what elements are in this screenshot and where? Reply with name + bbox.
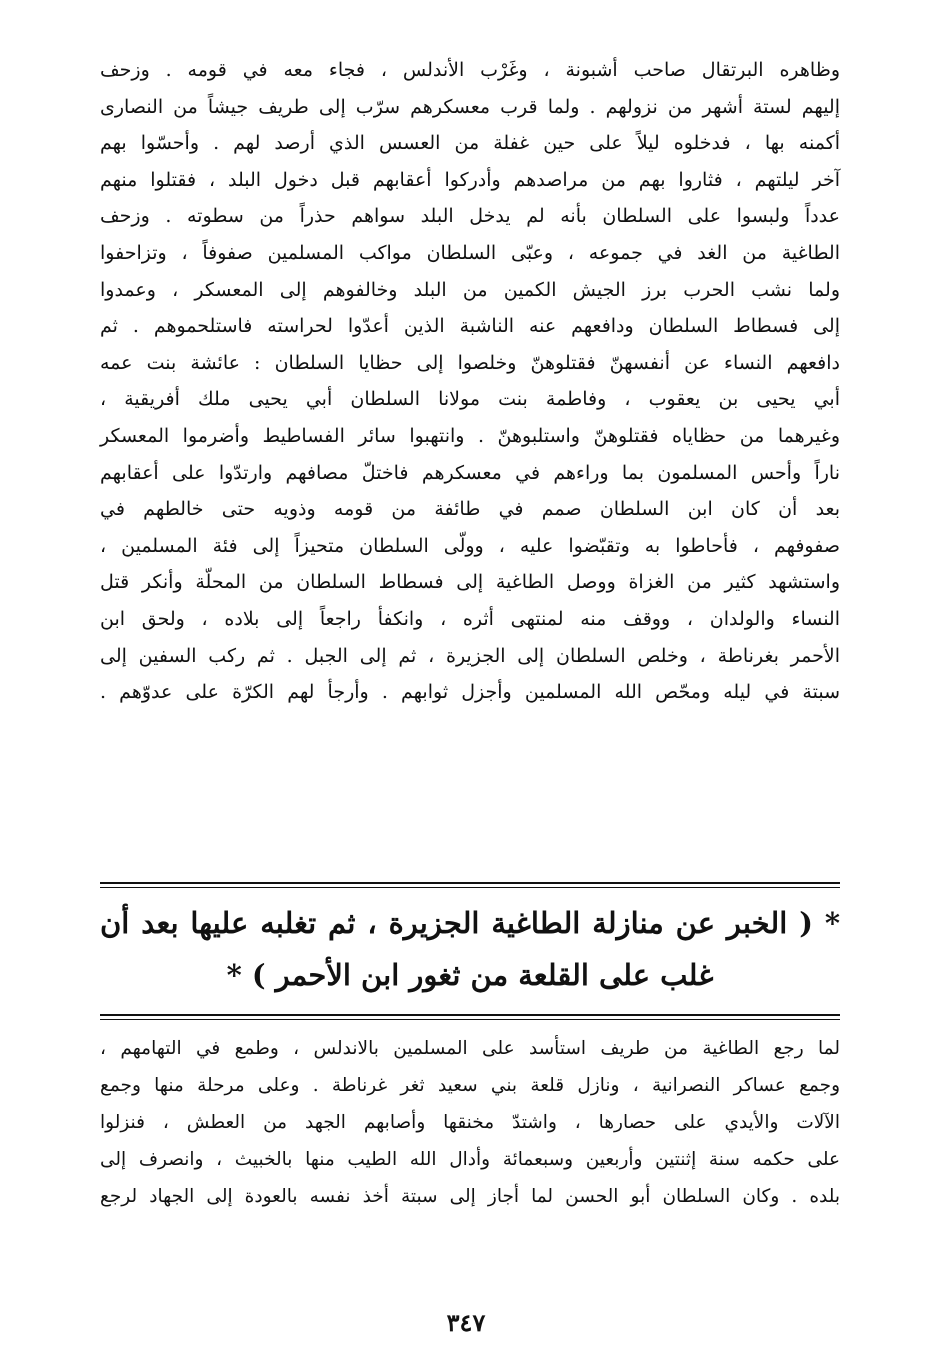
text-line: آخر ليلتهم ، فثاروا بهم من مراصدهم وأدركوا أعقابهم قبل دخول البلد ، فقتلوا منهم xyxy=(100,168,840,191)
text-line: النساء والولدان ، ووقف منه لمنتهى أثره ، وانكفأ راجعاً إلى بلاده ، ولحق ابن xyxy=(100,607,840,630)
heading-line: * ( الخبر عن منازلة الطاغية الجزيرة ، ثم تغلبه عليها بعد أن xyxy=(100,906,840,940)
rule-line xyxy=(100,1014,840,1016)
text-line: بلده . وكان السلطان أبو الحسن لما أجاز إلى سبتة أخذ نفسه بالعودة إلى الجهاد لرجع xyxy=(100,1186,840,1207)
text-line: دافعهم النساء عن أنفسهنّ فقتلوهنّ وخلصوا إلى حظايا السلطان : عائشة بنت عمه xyxy=(100,351,840,374)
text-line: الآلات والأيدي على حصارها ، واشتدّ مخنقها وأصابهم الجهد من العطش ، فنزلوا xyxy=(100,1112,840,1133)
text-line: لما رجع الطاغية من طريف استأسد على المسلمين بالاندلس ، وطمع في التهامهم ، xyxy=(100,1038,840,1059)
text-line: سبتة في ليله ومحّص الله المسلمين وأجزل ثوابهم . وأرجأ لهم الكرّة على عدوّهم . xyxy=(100,681,840,704)
paragraph-2 xyxy=(100,1030,840,1215)
rule-line xyxy=(100,1019,840,1020)
heading-top-rule xyxy=(100,882,840,888)
rule-line xyxy=(100,887,840,888)
text-line: وغيرهما من حظاياه فقتلوهنّ واستلبوهنّ . وانتهبوا سائر الفساطيط وأضرموا المعسكر xyxy=(100,424,840,447)
text-line: بعد أن كان ابن السلطان صمم في طائفة من قومه وذويه حتى خالطهم في xyxy=(100,498,840,521)
heading-bottom-rule xyxy=(100,1014,840,1020)
heading-line: غلب على القلعة من ثغور ابن الأحمر ) * xyxy=(226,958,714,992)
paragraph-1 xyxy=(100,52,840,711)
text-line: ولما نشب الحرب برز الجيش الكمين من البلد وخالفوهم إلى المعسكر ، وعمدوا xyxy=(100,278,840,301)
text-line: أكمنه بها ، فدخلوه ليلاً على حين غفلة من العسس الذي أرصد لهم . وأحسّوا بهم xyxy=(100,132,840,155)
text-line: الأحمر بغرناطة ، وخلص السلطان إلى الجزيرة ، ثم إلى الجبل . ثم ركب السفين إلى xyxy=(100,644,840,667)
text-line: واستشهد كثير من الغزاة ووصل الطاغية إلى فسطاط السلطان من المحلّة وأنكر قتل xyxy=(100,571,840,594)
text-line: أبي يحيى بن يعقوب ، وفاطمة بنت مولانا السلطان أبي يحيى ملك أفريقية ، xyxy=(100,388,840,411)
text-line: وظاهره البرتقال صاحب أشبونة ، وغَرْب الأندلس ، فجاء معه في قومه . وزحف xyxy=(100,59,840,81)
text-line: إلى فسطاط السلطان ودافعهم عنه الناشبة الذين أعدّوا لحراسته فاستلحموهم . ثم xyxy=(100,315,840,338)
rule-line xyxy=(100,882,840,884)
section-heading xyxy=(100,897,840,1001)
text-line: صفوفهم ، فأحاطوا به وتقبّضوا عليه ، وولّى السلطان متحيزاً إلى فئة المسلمين ، xyxy=(100,534,840,557)
text-line: عدداً ولبسوا على السلطان بأنه لم يدخل البلد سواهم حذراً من سطوته . وزحف xyxy=(100,205,840,228)
text-line: ناراً وأحس المسلمون بما وراءهم في معسكرهم فاختلّ مصافهم وارتدّوا على أعقابهم xyxy=(100,461,840,484)
page-number: ٣٤٧ xyxy=(446,1308,486,1337)
text-line: وجمع عساكر النصرانية ، ونازل قلعة بني سعيد ثغر غرناطة . وعلى مرحلة منها وجمع xyxy=(100,1075,840,1096)
text-line: إليهم لستة أشهر من نزولهم . ولما قرب معسكرهم سرّب إلى طريف جيشاً من النصارى xyxy=(100,95,840,118)
text-line: على حكمه سنة إثنتين وأربعين وسبعمائة وأدال الله الطيب منها بالخبيث ، وانصرف إلى xyxy=(100,1149,840,1170)
text-line: الطاغية من الغد في جموعه ، وعبّى السلطان مواكب المسلمين صفوفاً ، وتزاحفوا xyxy=(100,241,840,264)
